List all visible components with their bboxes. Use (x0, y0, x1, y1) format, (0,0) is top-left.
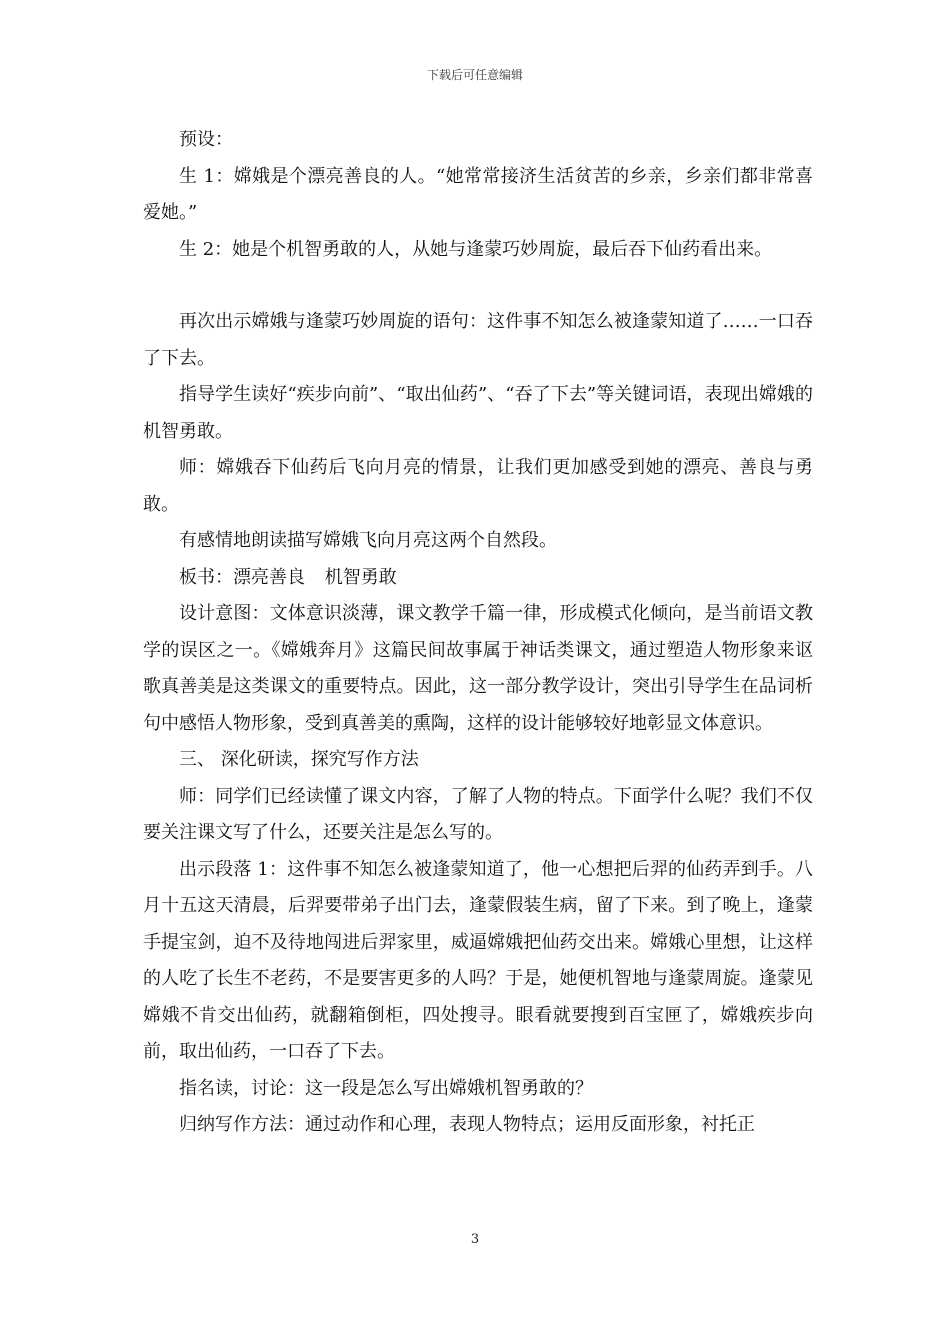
paragraph-summary: 归纳写作方法：通过动作和心理，表现人物特点；运用反面形象，衬托正 (179, 1114, 755, 1135)
board-item-2: 机智勇敢 (324, 566, 397, 588)
board-item-1: 漂亮善良 (233, 566, 305, 588)
paragraph-guide-reading: 指导学生读好“疾步向前”、“取出仙药”、“吞了下去”等关键词语，表现出嫦娥的机智勇敢。 (143, 384, 813, 442)
paragraph-board (143, 560, 813, 597)
document-body (143, 122, 813, 1144)
paragraph-show-sentence: 再次出示嫦娥与逢蒙巧妙周旋的语句：这件事不知怎么被逢蒙知道了……一口吞了下去。 (143, 311, 813, 369)
paragraph-design-intent: 设计意图：文体意识淡薄，课文教学千篇一律，形成模式化倾向，是当前语文教学的误区之一。《嫦娥奔月》这篇民间故事属于神话类课文，通过塑造人物形象来讴歌真善美是这类课文的重要特点。因此，这一部分教学设计，突出引导学生在品词析句中感悟人物形象，受到真善美的熏陶，这样的设计能够较好地彰显文体意识。 (143, 603, 813, 734)
paragraph-teacher-remark: 师：嫦娥吞下仙药后飞向月亮的情景，让我们更加感受到她的漂亮、善良与勇敢。 (143, 457, 813, 515)
page-number: 3 (470, 1232, 480, 1247)
paragraph-student-1: 生 1：嫦娥是个漂亮善良的人。“她常常接济生活贫苦的乡亲，乡亲们都非常喜爱她。” (143, 165, 813, 223)
paragraph-teacher-intro: 师：同学们已经读懂了课文内容，了解了人物的特点。下面学什么呢？我们不仅要关注课文写了什么，还要关注是怎么写的。 (143, 785, 813, 843)
board-label: 板书： (179, 566, 233, 588)
paragraph-excerpt-1: 出示段落 1：这件事不知怎么被逢蒙知道了，他一心想把后羿的仙药弄到手。八月十五这天清晨，后羿要带弟子出门去，逢蒙假装生病，留了下来。到了晚上，逢蒙手提宝剑，迫不及待地闯进后羿家里，威逼嫦娥把仙药交出来。嫦娥心里想，让这样的人吃了长生不老药，不是要害更多的人吗？于是，她便机智地与逢蒙周旋。逢蒙见嫦娥不肯交出仙药，就翻箱倒柜，四处搜寻。眼看就要搜到百宝匣了，嫦娥疾步向前，取出仙药，一口吞了下去。 (143, 858, 813, 1062)
paragraph-discussion: 指名读，讨论：这一段是怎么写出嫦娥机智勇敢的？ (179, 1077, 593, 1099)
paragraph-student-2: 生 2：她是个机智勇敢的人，从她与逢蒙巧妙周旋，最后吞下仙药看出来。 (179, 238, 773, 260)
paragraph-preset: 预设： (179, 129, 233, 150)
paragraph-read-aloud: 有感情地朗读描写嫦娥飞向月亮这两个自然段。 (179, 530, 557, 551)
page-header: 下载后可任意编辑 (426, 68, 523, 82)
section-heading-3: 三、 深化研读，探究写作方法 (179, 749, 419, 770)
